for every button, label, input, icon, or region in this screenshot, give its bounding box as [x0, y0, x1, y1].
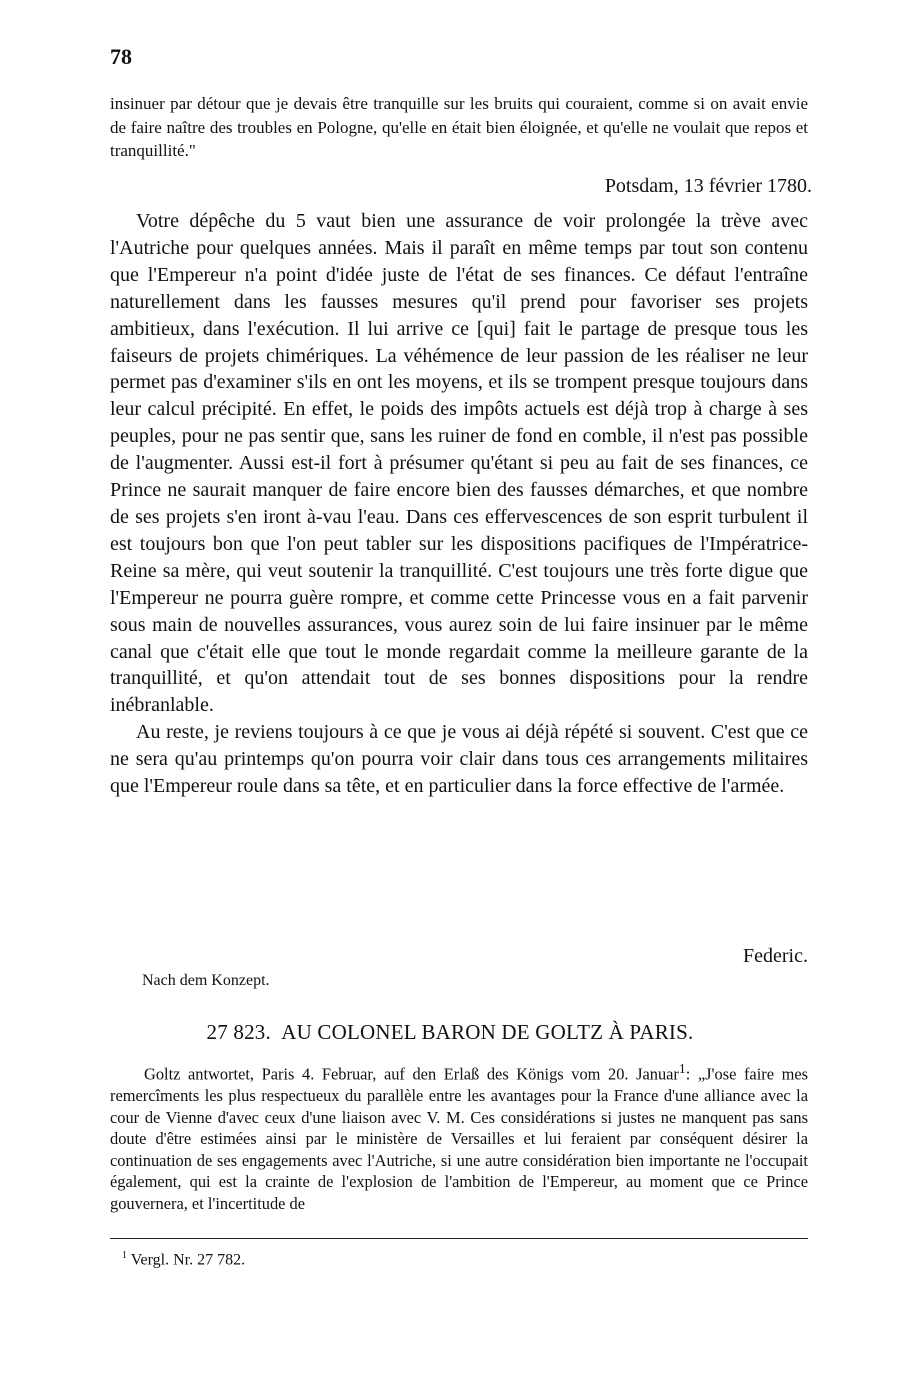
section-heading	[0, 1020, 900, 1045]
note-text: Goltz antwortet, Paris 4. Februar, auf den Erlaß des Königs vom 20. Januar	[144, 1064, 679, 1084]
section-number: 27 823.	[206, 1020, 271, 1044]
footnote-text: Vergl. Nr. 27 782.	[130, 1251, 246, 1269]
note-paragraph	[110, 1058, 808, 1215]
page-number: 78	[110, 44, 132, 69]
section-title: AU COLONEL BARON DE GOLTZ À PARIS.	[281, 1020, 694, 1044]
footnote-mark: 1	[122, 1250, 127, 1261]
footnote-reference[interactable]: 1	[678, 1061, 686, 1076]
footnote	[122, 1250, 245, 1269]
letter-body	[110, 208, 808, 800]
letter-paragraph: Votre dépêche du 5 vaut bien une assurance de voir prolongée la trève avec l'Autriche pour quelques années. Mais il paraît en même temps par tout son contenu que l'Empereur n'a point d'idée juste de l'état de ses finances. Ce défaut l'entraîne naturellement dans les fausses mesures qu'il prend pour favoriser ses projets ambitieux, dans l'exécution. Il lui arrive ce [qui] fait le partage de presque tous les faiseurs de projets chimériques. La véhémence de leur passion de les réaliser ne leur permet pas d'examiner s'ils en ont les moyens, et ils se trompent presque toujours dans leur calcul précipité. En effet, le poids des impôts actuels est déjà trop à charge à ses peuples, pour ne pas sentir que, sans les ruiner de fond en comble, il n'est pas possible de l'augmenter. Aussi est-il fort à présumer qu'étant si peu au fait de ses finances, ce Prince ne saurait manquer de faire encore bien des fausses démarches, et que nombre de ses projets s'en iront à-vau l'eau. Dans ces effervescences de son esprit turbulent il est toujours bon que l'on peut tabler sur les dispositions pacifiques de l'Impératrice-Reine sa mère, qui veut soutenir la tranquillité. C'est toujours une très forte digue que l'Empereur ne pourra guère rompre, et comme cette Princesse vous en a fait parvenir sous main de nouvelles assurances, vous aurez soin de lui faire insinuer par le même canal que c'était elle que tout le monde regardait comme la meilleure garante de la tranquillité, et qu'on attendait tout de ses bonnes dispositions pour la rendre inébranlable.	[110, 210, 808, 717]
footnote-divider	[110, 1238, 808, 1239]
source-note: Nach dem Konzept.	[142, 972, 270, 989]
letter-dateline: Potsdam, 13 février 1780.	[604, 175, 812, 197]
letter-paragraph: Au reste, je reviens toujours à ce que je vous ai déjà répété si souvent. C'est que ce ne sera qu'au printemps qu'on pourra voir clair dans tous ces arrangements militaires que l'Empereur roule dans sa tête, et en particulier dans la force effective de l'armée.	[110, 721, 808, 798]
note-text-continued: : „J'ose faire mes remercîments les plus respectueux du parallèle entre les avantages pour la France d'une alliance avec la cour de Vienne d'avec ceux d'une liaison avec V. M. Ces considérations si justes ne manquent pas sans doute d'être estimées ainsi par le ministère de Versailles et lui feraient par conséquent désirer la continuation de ses engagements avec l'Autriche, si une autre considération bien importante ne l'occupait également, qui est la crainte de l'explosion de l'ambition de l'Empereur, au moment que ce Prince gouvernera, et l'incertitude de	[110, 1064, 808, 1214]
editorial-note	[110, 1058, 808, 1215]
letter-signature: Federic.	[743, 945, 808, 967]
intro-quote: insinuer par détour que je devais être tranquille sur les bruits qui couraient, comme si on avait envie de faire naître des troubles en Pologne, qu'elle en était bien éloignée, et qu'elle ne voulait que repos et tranquillité."	[110, 94, 808, 160]
